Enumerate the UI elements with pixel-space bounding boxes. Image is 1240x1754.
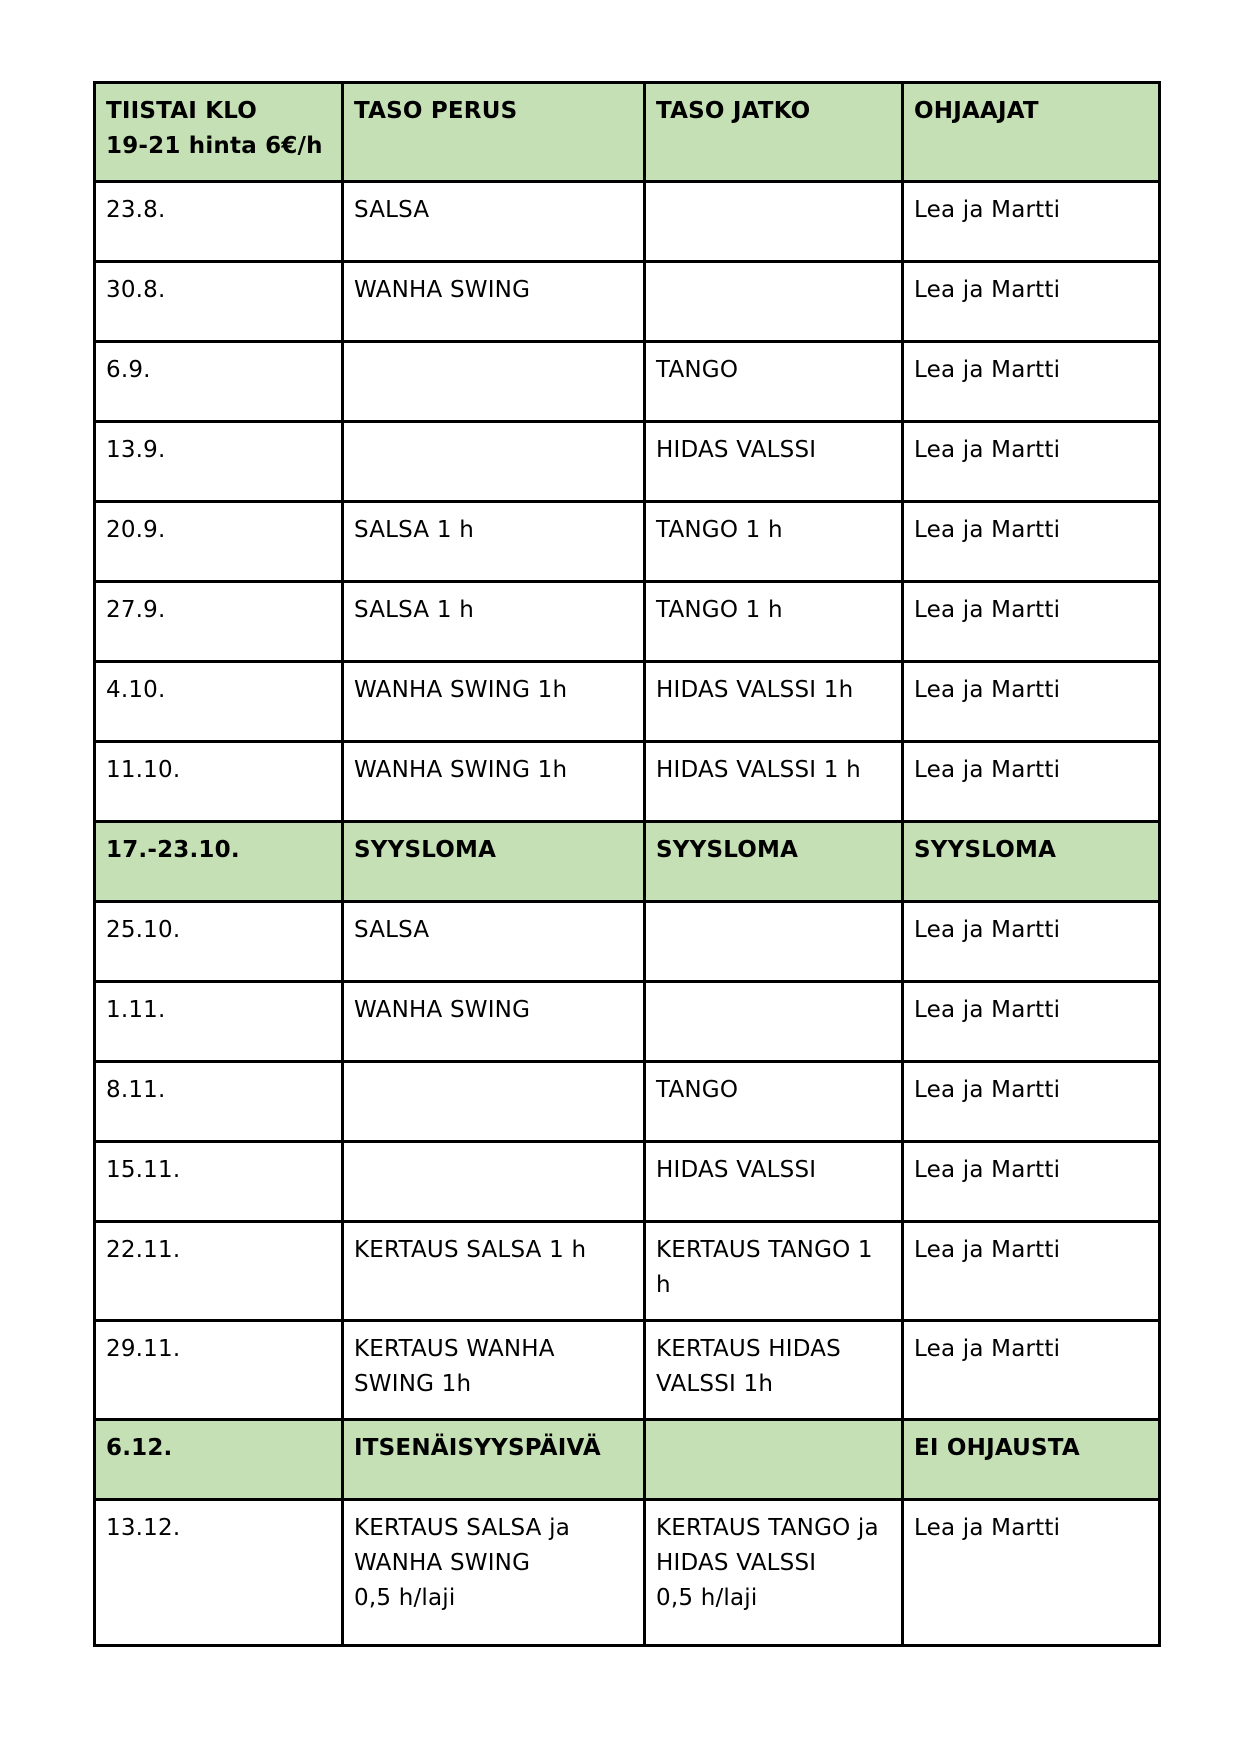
table-row bbox=[95, 182, 1160, 262]
cell-date: 15.11. bbox=[95, 1142, 343, 1222]
table-row bbox=[95, 262, 1160, 342]
cell-instructors: Lea ja Martti bbox=[903, 902, 1160, 982]
header-instructors: OHJAAJAT bbox=[903, 83, 1160, 182]
cell-basic: SALSA 1 h bbox=[343, 582, 645, 662]
cell-instructors: Lea ja Martti bbox=[903, 182, 1160, 262]
holiday-row bbox=[95, 1420, 1160, 1500]
table-row bbox=[95, 982, 1160, 1062]
cell-advanced bbox=[645, 1420, 903, 1500]
cell-basic: KERTAUS SALSA 1 h bbox=[343, 1222, 645, 1321]
cell-basic bbox=[343, 1062, 645, 1142]
table-row bbox=[95, 902, 1160, 982]
cell-date: 17.-23.10. bbox=[95, 822, 343, 902]
cell-date: 23.8. bbox=[95, 182, 343, 262]
cell-date: 29.11. bbox=[95, 1321, 343, 1420]
cell-basic: WANHA SWING bbox=[343, 982, 645, 1062]
cell-basic: SALSA 1 h bbox=[343, 502, 645, 582]
table-row bbox=[95, 422, 1160, 502]
table-row bbox=[95, 342, 1160, 422]
cell-date: 13.9. bbox=[95, 422, 343, 502]
cell-basic: KERTAUS WANHA SWING 1h bbox=[343, 1321, 645, 1420]
cell-advanced bbox=[645, 182, 903, 262]
header-row bbox=[95, 83, 1160, 182]
cell-instructors: Lea ja Martti bbox=[903, 1222, 1160, 1321]
cell-instructors: Lea ja Martti bbox=[903, 742, 1160, 822]
cell-advanced bbox=[645, 982, 903, 1062]
cell-advanced: TANGO bbox=[645, 342, 903, 422]
table-row bbox=[95, 1062, 1160, 1142]
cell-instructors: Lea ja Martti bbox=[903, 502, 1160, 582]
cell-basic: ITSENÄISYYSPÄIVÄ bbox=[343, 1420, 645, 1500]
cell-date: 30.8. bbox=[95, 262, 343, 342]
table-row bbox=[95, 502, 1160, 582]
cell-instructors: Lea ja Martti bbox=[903, 582, 1160, 662]
cell-advanced: KERTAUS TANGO 1 h bbox=[645, 1222, 903, 1321]
cell-instructors: Lea ja Martti bbox=[903, 1142, 1160, 1222]
cell-advanced: KERTAUS HIDAS VALSSI 1h bbox=[645, 1321, 903, 1420]
cell-basic: WANHA SWING bbox=[343, 262, 645, 342]
cell-basic bbox=[343, 342, 645, 422]
cell-date: 13.12. bbox=[95, 1500, 343, 1646]
cell-instructors: Lea ja Martti bbox=[903, 422, 1160, 502]
cell-basic bbox=[343, 422, 645, 502]
cell-advanced: HIDAS VALSSI bbox=[645, 1142, 903, 1222]
cell-advanced: SYYSLOMA bbox=[645, 822, 903, 902]
cell-instructors: EI OHJAUSTA bbox=[903, 1420, 1160, 1500]
cell-advanced bbox=[645, 262, 903, 342]
cell-date: 27.9. bbox=[95, 582, 343, 662]
table-row bbox=[95, 1222, 1160, 1321]
cell-advanced: TANGO bbox=[645, 1062, 903, 1142]
cell-advanced: KERTAUS TANGO ja HIDAS VALSSI 0,5 h/laji bbox=[645, 1500, 903, 1646]
cell-instructors: SYYSLOMA bbox=[903, 822, 1160, 902]
cell-instructors: Lea ja Martti bbox=[903, 1321, 1160, 1420]
cell-instructors: Lea ja Martti bbox=[903, 662, 1160, 742]
cell-instructors: Lea ja Martti bbox=[903, 342, 1160, 422]
cell-date: 4.10. bbox=[95, 662, 343, 742]
cell-advanced: HIDAS VALSSI bbox=[645, 422, 903, 502]
holiday-row bbox=[95, 822, 1160, 902]
cell-date: 6.9. bbox=[95, 342, 343, 422]
table-row bbox=[95, 1142, 1160, 1222]
cell-instructors: Lea ja Martti bbox=[903, 982, 1160, 1062]
cell-instructors: Lea ja Martti bbox=[903, 1062, 1160, 1142]
cell-advanced: HIDAS VALSSI 1h bbox=[645, 662, 903, 742]
cell-advanced: TANGO 1 h bbox=[645, 582, 903, 662]
cell-date: 11.10. bbox=[95, 742, 343, 822]
cell-basic bbox=[343, 1142, 645, 1222]
schedule-table bbox=[93, 81, 1161, 1647]
table-row bbox=[95, 742, 1160, 822]
table-row bbox=[95, 1500, 1160, 1646]
cell-basic: WANHA SWING 1h bbox=[343, 742, 645, 822]
cell-basic: KERTAUS SALSA ja WANHA SWING 0,5 h/laji bbox=[343, 1500, 645, 1646]
header-day-time-price: TIISTAI KLO 19-21 hinta 6€/h bbox=[95, 83, 343, 182]
cell-basic: WANHA SWING 1h bbox=[343, 662, 645, 742]
table-row bbox=[95, 1321, 1160, 1420]
cell-instructors: Lea ja Martti bbox=[903, 262, 1160, 342]
header-basic-level: TASO PERUS bbox=[343, 83, 645, 182]
cell-basic: SYYSLOMA bbox=[343, 822, 645, 902]
cell-date: 25.10. bbox=[95, 902, 343, 982]
cell-basic: SALSA bbox=[343, 902, 645, 982]
cell-instructors: Lea ja Martti bbox=[903, 1500, 1160, 1646]
table-row bbox=[95, 662, 1160, 742]
cell-advanced: TANGO 1 h bbox=[645, 502, 903, 582]
cell-date: 6.12. bbox=[95, 1420, 343, 1500]
cell-date: 22.11. bbox=[95, 1222, 343, 1321]
cell-advanced: HIDAS VALSSI 1 h bbox=[645, 742, 903, 822]
cell-date: 8.11. bbox=[95, 1062, 343, 1142]
cell-date: 1.11. bbox=[95, 982, 343, 1062]
table-row bbox=[95, 582, 1160, 662]
cell-advanced bbox=[645, 902, 903, 982]
cell-basic: SALSA bbox=[343, 182, 645, 262]
cell-date: 20.9. bbox=[95, 502, 343, 582]
header-advanced-level: TASO JATKO bbox=[645, 83, 903, 182]
